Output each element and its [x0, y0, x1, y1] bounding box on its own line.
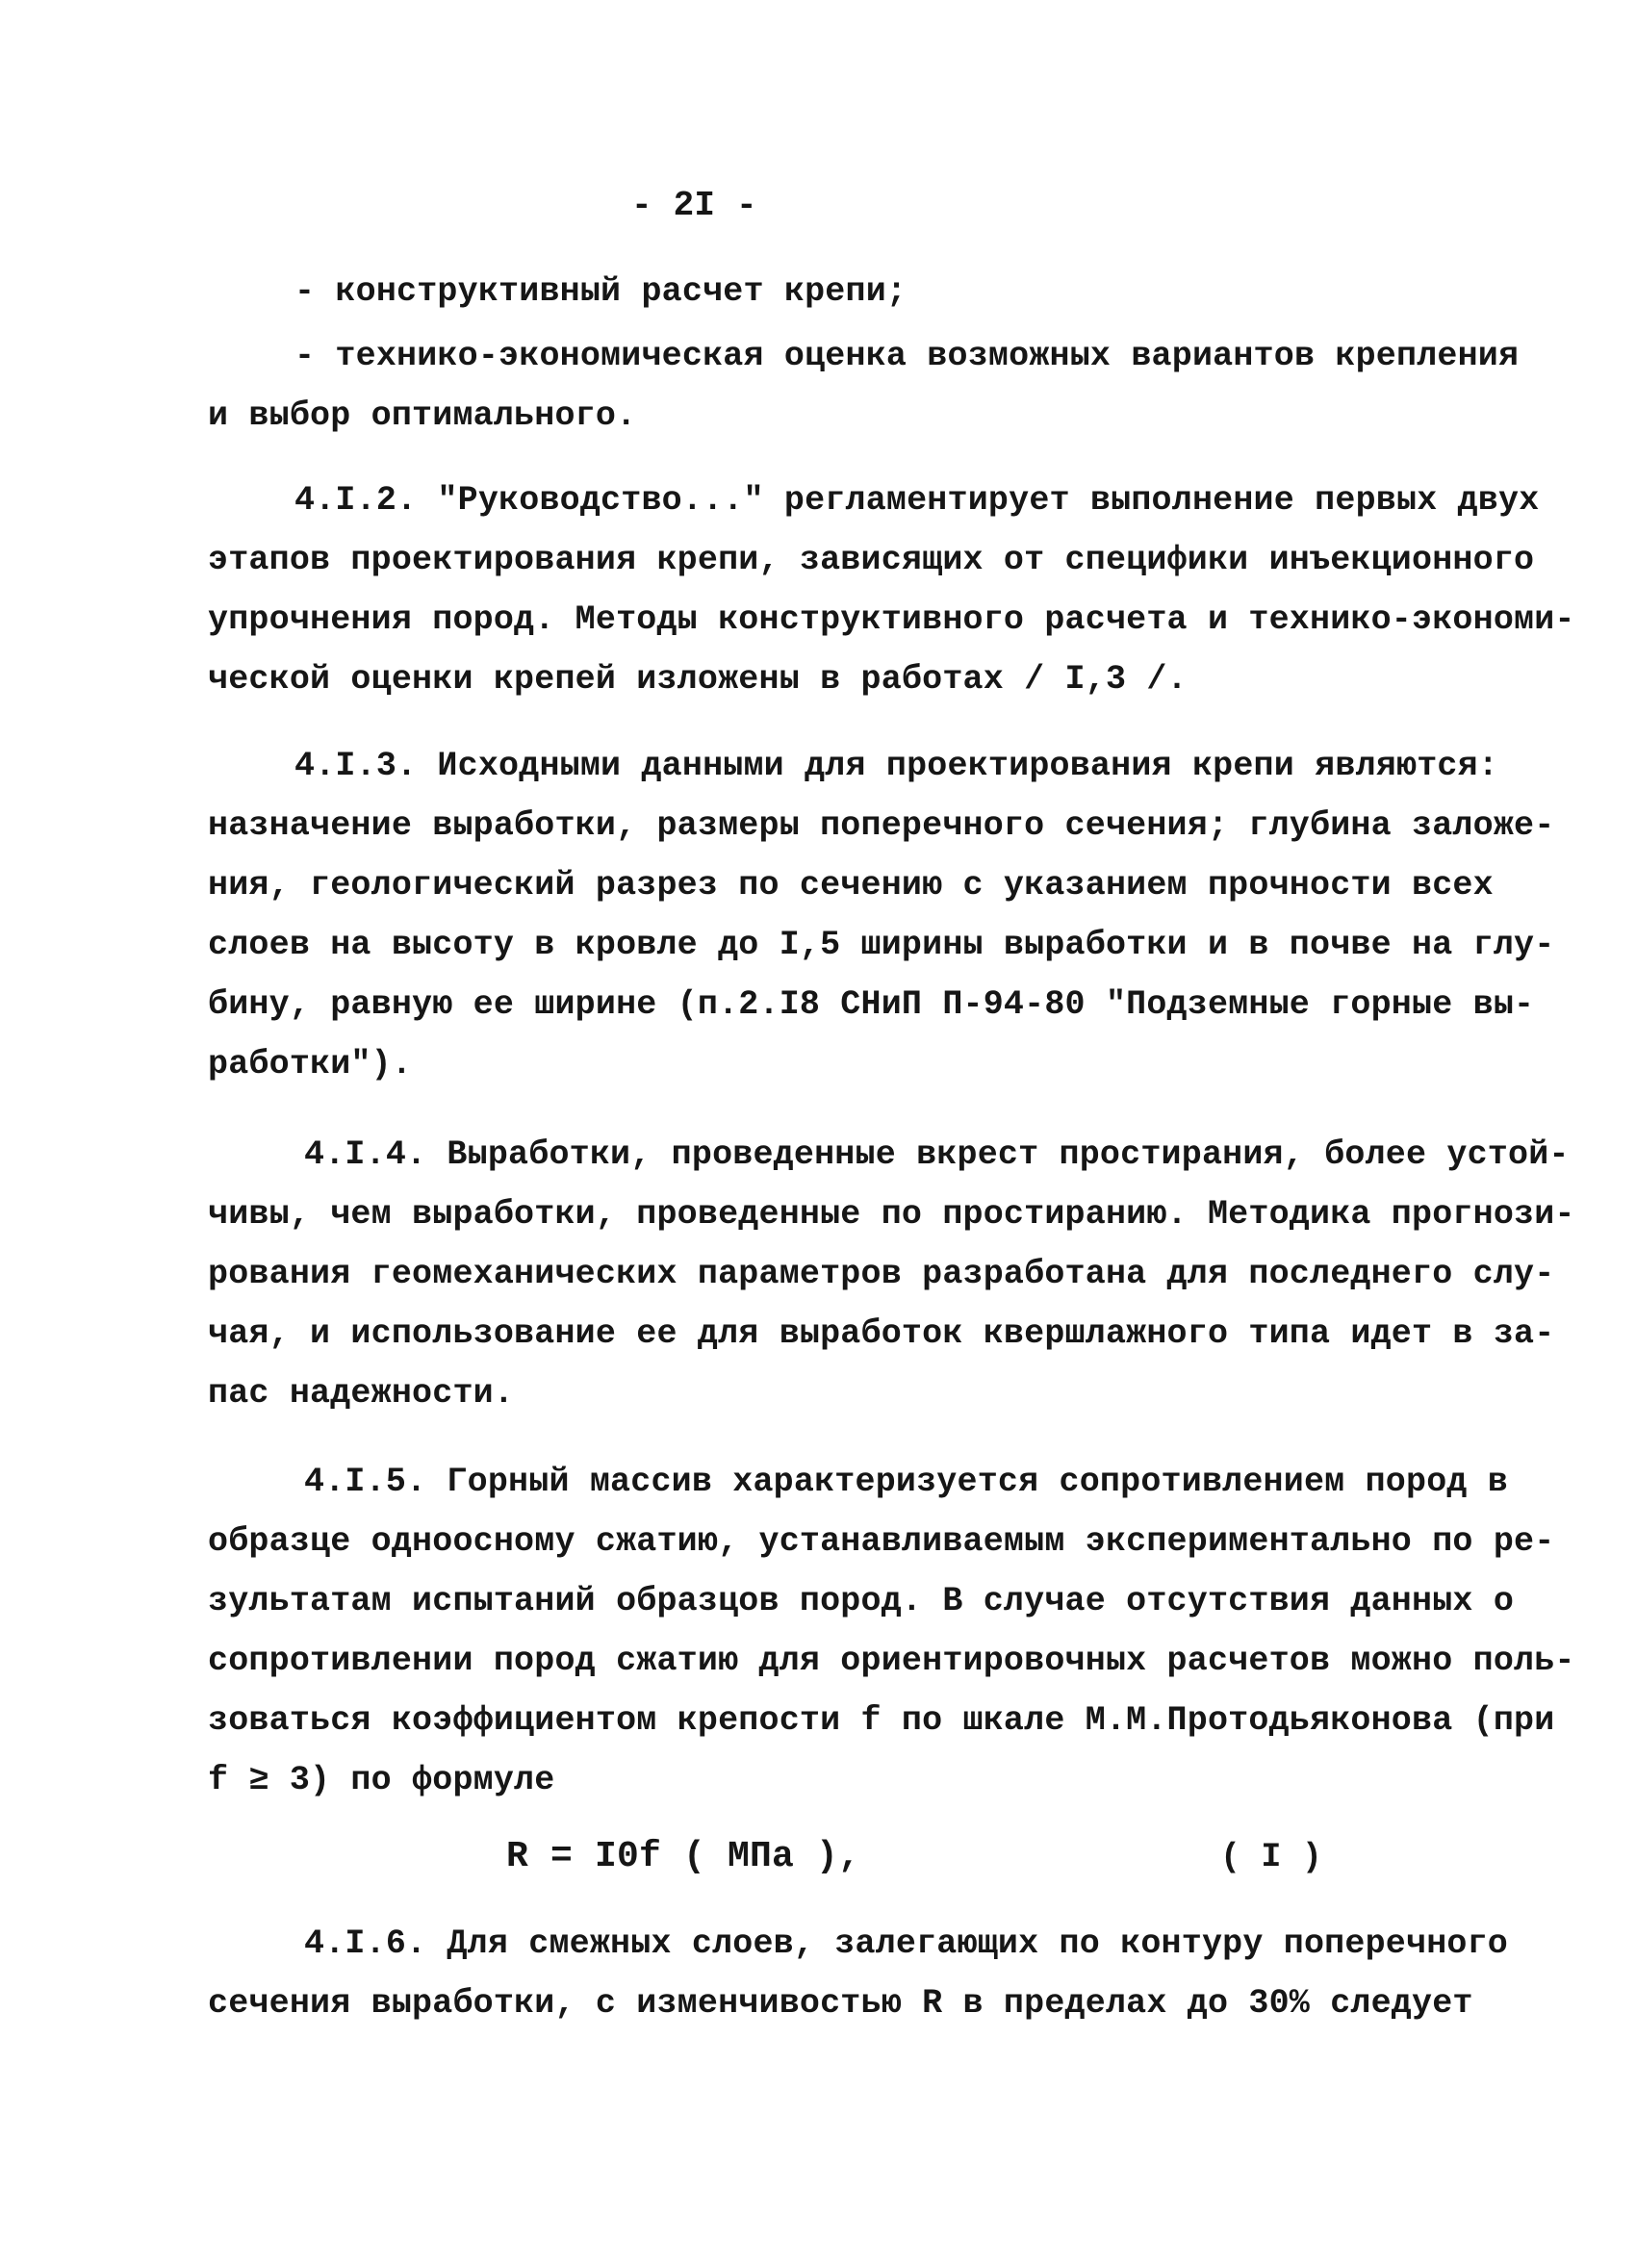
p413-line-4: слоев на высоту в кровле до I,5 ширины выработки и в почве на глу-	[208, 926, 1555, 964]
p415-line-6: f ≥ 3) по формуле	[208, 1761, 555, 1799]
p412-line-1: 4.I.2. "Руководство..." регламентирует выполнение первых двух	[294, 481, 1540, 520]
formula-expression: R = I0f ( МПа ),	[506, 1836, 861, 1877]
p413-line-6: работки").	[208, 1045, 413, 1083]
p414-line-5: пас надежности.	[208, 1374, 515, 1413]
intro-line-3: и выбор оптимального.	[208, 396, 637, 435]
p415-line-4: сопротивлении пород сжатию для ориентировочных расчетов можно поль-	[208, 1642, 1575, 1680]
page-number: - 2I -	[631, 186, 757, 225]
p412-line-2: этапов проектирования крепи, зависящих от специфики инъекционного	[208, 541, 1535, 579]
p415-line-5: зоваться коэффициентом крепости f по шкале М.М.Протодьяконова (при	[208, 1701, 1555, 1740]
formula-number: ( I )	[1220, 1838, 1323, 1876]
p414-line-2: чивы, чем выработки, проведенные по простиранию. Методика прогнози-	[208, 1195, 1575, 1234]
p415-line-1: 4.I.5. Горный массив характеризуется сопротивлением пород в	[304, 1463, 1509, 1501]
p413-line-2: назначение выработки, размеры поперечного сечения; глубина заложе-	[208, 806, 1555, 845]
intro-line-2: - технико-экономическая оценка возможных вариантов крепления	[294, 337, 1520, 375]
p413-line-5: бину, равную ее ширине (п.2.I8 СНиП П-94-80 "Подземные горные вы-	[208, 985, 1535, 1024]
p412-line-4: ческой оценки крепей изложены в работах / I,3 /.	[208, 660, 1188, 699]
p414-line-3: рования геомеханических параметров разработана для последнего слу-	[208, 1255, 1555, 1293]
intro-line-1: - конструктивный расчет крепи;	[294, 272, 907, 311]
p413-line-3: ния, геологический разрез по сечению с указанием прочности всех	[208, 866, 1494, 905]
p416-line-1: 4.I.6. Для смежных слоев, залегающих по контуру поперечного	[304, 1924, 1509, 1963]
p413-line-1: 4.I.3. Исходными данными для проектирования крепи являются:	[294, 747, 1499, 785]
p415-line-3: зультатам испытаний образцов пород. В случае отсутствия данных о	[208, 1582, 1515, 1620]
p416-line-2: сечения выработки, с изменчивостью R в пределах до 30% следует	[208, 1984, 1473, 2023]
p414-line-4: чая, и использование ее для выработок квершлажного типа идет в за-	[208, 1314, 1555, 1353]
p415-line-2: образце одноосному сжатию, устанавливаемым экспериментально по ре-	[208, 1522, 1555, 1561]
p414-line-1: 4.I.4. Выработки, проведенные вкрест простирания, более устой-	[304, 1135, 1570, 1174]
p412-line-3: упрочнения пород. Методы конструктивного расчета и технико-экономи-	[208, 600, 1575, 639]
